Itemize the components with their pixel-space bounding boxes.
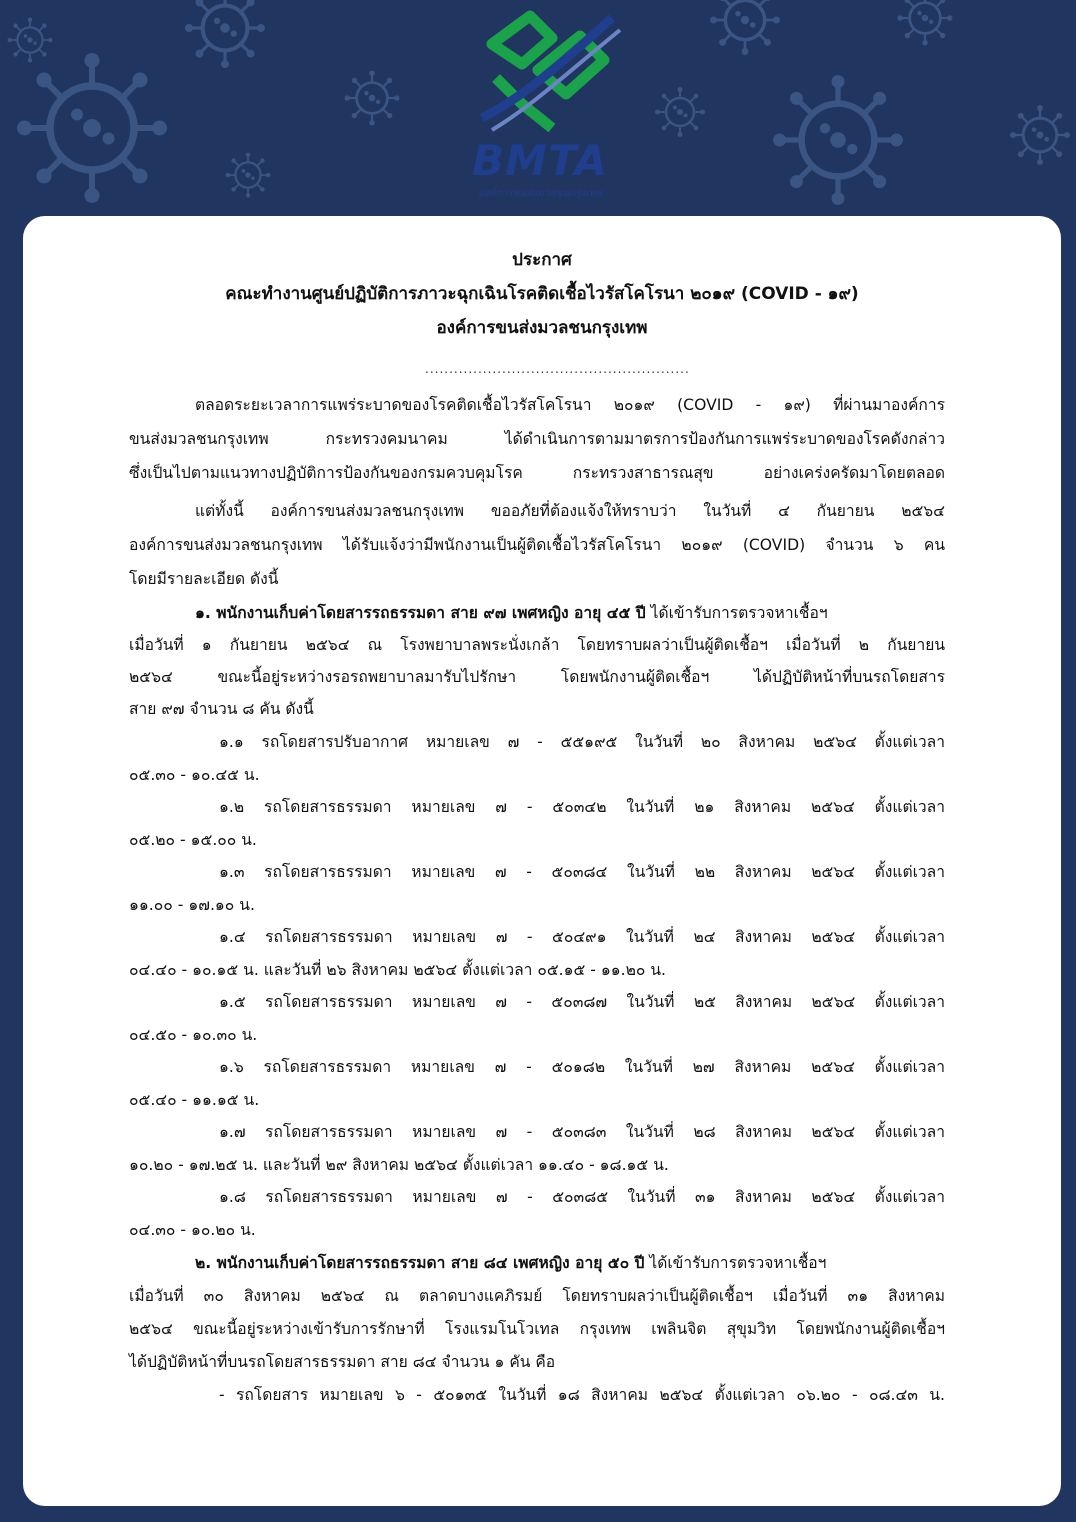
announcement-org: องค์การขนส่งมวลชนกรุงเทพ	[436, 318, 648, 338]
bmta-logo	[452, 8, 628, 200]
case1-line: ๒๕๖๔ ขณะนี้อยู่ระหว่างรอรถพยาบาลมารับไปรักษา โดยพนักงานผู้ติดเชื้อฯ ได้ปฏิบัติหน้าที่บนรถโดยสาร	[129, 668, 945, 686]
vehicle-item: ๑.๒ รถโดยสารธรรมดา หมายเลข ๗ - ๕๐๓๔๒ ในวันที่ ๒๑ สิงหาคม ๒๕๖๔ ตั้งแต่เวลา	[219, 798, 945, 816]
vehicle-item-time: ๑๐.๒๐ - ๑๗.๒๕ น. และวันที่ ๒๙ สิงหาคม ๒๕๖๔ ตั้งแต่เวลา ๑๑.๔๐ - ๑๘.๑๕ น.	[129, 1156, 669, 1174]
vehicle-item: ๑.๓ รถโดยสารธรรมดา หมายเลข ๗ - ๕๐๓๘๔ ในวันที่ ๒๒ สิงหาคม ๒๕๖๔ ตั้งแต่เวลา	[219, 863, 945, 881]
vehicle-item: ๑.๔ รถโดยสารธรรมดา หมายเลข ๗ - ๕๐๔๙๑ ในวันที่ ๒๔ สิงหาคม ๒๕๖๔ ตั้งแต่เวลา	[219, 928, 945, 946]
logo-abbr: BMTA	[472, 136, 608, 185]
vehicle-item-time: ๑๑.๐๐ - ๑๗.๑๐ น.	[129, 896, 255, 914]
vehicle-item-time: ๐๔.๕๐ - ๑๐.๓๐ น.	[129, 1026, 258, 1044]
vehicle-item-time: ๐๕.๔๐ - ๑๑.๑๕ น.	[129, 1091, 260, 1109]
dotted-divider: .......................................................	[425, 362, 690, 376]
case1-heading: ๑. พนักงานเก็บค่าโดยสารรถธรรมดา สาย ๙๗ เพศหญิง อายุ ๔๕ ปี	[195, 604, 646, 622]
vehicle-item: ๑.๖ รถโดยสารธรรมดา หมายเลข ๗ - ๕๐๑๘๒ ในวันที่ ๒๗ สิงหาคม ๒๕๖๔ ตั้งแต่เวลา	[219, 1058, 945, 1076]
case1-line: เมื่อวันที่ ๑ กันยายน ๒๕๖๔ ณ โรงพยาบาลพระนั่งเกล้า โดยทราบผลว่าเป็นผู้ติดเชื้อฯ เมื่อวันที่ ๒ กันยายน	[129, 636, 945, 654]
notice-line: โดยมีรายละเอียด ดังนี้	[129, 570, 279, 588]
case2-heading-rest: ได้เข้ารับการตรวจหาเชื้อฯ	[644, 1254, 827, 1272]
announcement-title: ประกาศ	[512, 250, 572, 270]
announcement-subtitle: คณะทำงานศูนย์ปฏิบัติการภาวะฉุกเฉินโรคติดเชื้อไวรัสโคโรนา ๒๐๑๙ (COVID - ๑๙)	[225, 284, 859, 304]
case2-heading-line	[195, 1250, 945, 1275]
intro-line: ตลอดระยะเวลาการแพร่ระบาดของโรคติดเชื้อไวรัสโคโรนา ๒๐๑๙ (COVID - ๑๙) ที่ผ่านมาองค์การ	[195, 396, 945, 414]
case2-vehicle-item: - รถโดยสาร หมายเลข ๖ - ๕๐๑๓๕ ในวันที่ ๑๘ สิงหาคม ๒๕๖๔ ตั้งแต่เวลา ๐๖.๒๐ - ๐๘.๔๓ น.	[219, 1386, 945, 1404]
case2-heading: ๒. พนักงานเก็บค่าโดยสารรถธรรมดา สาย ๘๔ เพศหญิง อายุ ๕๐ ปี	[195, 1254, 645, 1272]
vehicle-item-time: ๐๔.๓๐ - ๑๐.๒๐ น.	[129, 1221, 256, 1239]
vehicle-item-time: ๐๕.๒๐ - ๑๕.๐๐ น.	[129, 831, 257, 849]
announcement-card	[23, 216, 1061, 1506]
vehicle-item: ๑.๗ รถโดยสารธรรมดา หมายเลข ๗ - ๕๐๓๘๓ ในวันที่ ๒๘ สิงหาคม ๒๕๖๔ ตั้งแต่เวลา	[219, 1123, 945, 1141]
vehicle-item: ๑.๕ รถโดยสารธรรมดา หมายเลข ๗ - ๕๐๓๘๗ ในวันที่ ๒๕ สิงหาคม ๒๕๖๔ ตั้งแต่เวลา	[219, 993, 945, 1011]
logo-org-name: องค์การขนส่งมวลชนกรุงเทพ	[477, 188, 603, 199]
case2-line: ได้ปฏิบัติหน้าที่บนรถโดยสารธรรมดา สาย ๘๔ จำนวน ๑ คัน คือ	[129, 1353, 556, 1371]
notice-line: องค์การขนส่งมวลชนกรุงเทพ ได้รับแจ้งว่ามีพนักงานเป็นผู้ติดเชื้อไวรัสโคโรนา ๒๐๑๙ (COVID) จำนวน ๖ คน	[129, 536, 945, 554]
notice-line: แต่ทั้งนี้ องค์การขนส่งมวลชนกรุงเทพ ขออภัยที่ต้องแจ้งให้ทราบว่า ในวันที่ ๔ กันยายน ๒๕๖๔	[195, 502, 945, 520]
vehicle-item: ๑.๑ รถโดยสารปรับอากาศ หมายเลข ๗ - ๕๕๑๙๕ ในวันที่ ๒๐ สิงหาคม ๒๕๖๔ ตั้งแต่เวลา	[219, 733, 945, 751]
case1-line: สาย ๙๗ จำนวน ๘ คัน ดังนี้	[129, 700, 314, 718]
intro-line: ซึ่งเป็นไปตามแนวทางปฏิบัติการป้องกันของกรมควบคุมโรค กระทรวงสาธารณสุข อย่างเคร่งครัดมาโดยตลอด	[129, 464, 945, 482]
vehicle-item-time: ๐๔.๔๐ - ๑๐.๑๕ น. และวันที่ ๒๖ สิงหาคม ๒๕๖๔ ตั้งแต่เวลา ๐๕.๑๕ - ๑๑.๒๐ น.	[129, 961, 666, 979]
case1-heading-rest: ได้เข้ารับการตรวจหาเชื้อฯ	[645, 604, 828, 622]
vehicle-item: ๑.๘ รถโดยสารธรรมดา หมายเลข ๗ - ๕๐๓๘๕ ในวันที่ ๓๑ สิงหาคม ๒๕๖๔ ตั้งแต่เวลา	[219, 1188, 945, 1206]
bmta-logo-icon	[452, 8, 628, 138]
intro-line: ขนส่งมวลชนกรุงเทพ กระทรวงคมนาคม ได้ดำเนินการตามมาตรการป้องกันการแพร่ระบาดของโรคดังกล่าว	[129, 430, 945, 448]
case2-line: ๒๕๖๔ ขณะนี้อยู่ระหว่างเข้ารับการรักษาที่ โรงแรมโนโวเทล กรุงเทพ เพลินจิต สุขุมวิท โดยพนักงานผู้ติดเชื้อฯ	[129, 1320, 945, 1338]
case1-heading-line	[195, 600, 945, 625]
vehicle-item-time: ๐๕.๓๐ - ๑๐.๔๕ น.	[129, 766, 260, 784]
case2-line: เมื่อวันที่ ๓๐ สิงหาคม ๒๕๖๔ ณ ตลาดบางแคภิรมย์ โดยทราบผลว่าเป็นผู้ติดเชื้อฯ เมื่อวันที่ ๓๑ สิงหาคม	[129, 1287, 945, 1305]
